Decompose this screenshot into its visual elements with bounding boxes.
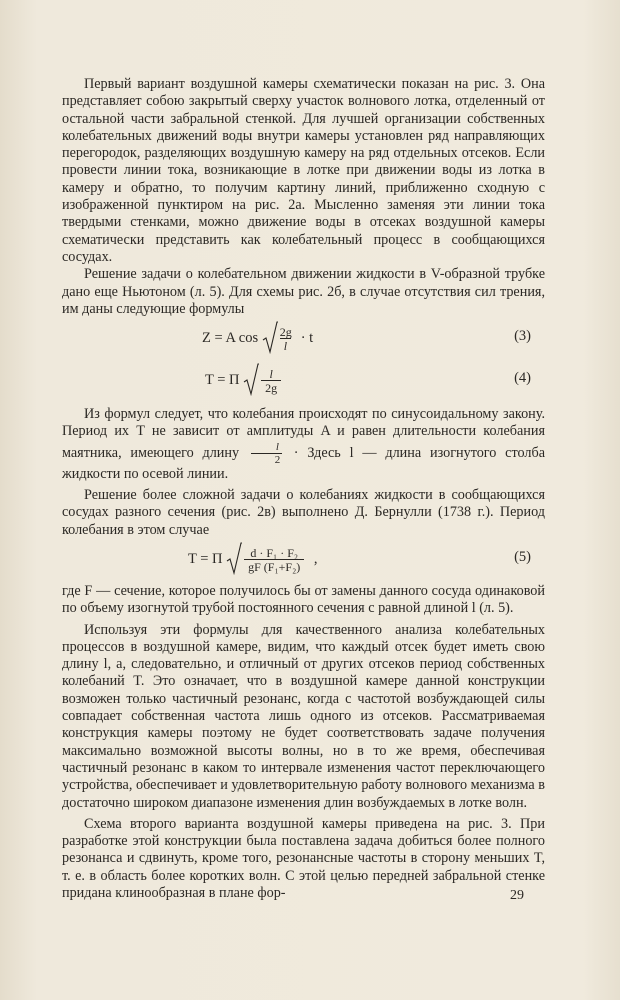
formula-4-num: l: [269, 367, 273, 382]
formula-5-number: (5): [514, 548, 531, 565]
formula-5: [62, 539, 545, 583]
formula-4: [62, 360, 545, 402]
formula-5-num: d · F₁ · F₂: [250, 545, 299, 560]
radical-sign-icon: [243, 362, 259, 396]
formula-4-den: 2g: [265, 381, 278, 396]
pendulum-length-fraction: [251, 441, 282, 466]
radical-sign-icon: [262, 320, 278, 354]
formula-5-den: gF (F₁+F₂): [248, 559, 301, 574]
pendulum-frac-den: 2: [274, 453, 281, 466]
formula-3-tail: · t: [300, 329, 314, 346]
radical-sign-icon: [226, 541, 242, 575]
formula-5-lhs: T = П: [188, 550, 223, 567]
formula-3-sqrt: [262, 324, 291, 353]
formula-5-sqrt: [226, 545, 304, 574]
pendulum-frac-num: l: [251, 441, 282, 454]
formula-3-num: 2g: [279, 325, 292, 340]
formula-3-number: (3): [514, 328, 531, 345]
paragraph-3-text: Из формул следует, что колебания происходят по синусоидальному закону. Период их T не зависит от амплитуды A и равен длительности колебания маятника, имеющего длину: [62, 406, 545, 461]
formula-4-sqrt: [243, 366, 281, 395]
formula-5-tail: ,: [313, 550, 318, 567]
formula-4-number: (4): [514, 370, 531, 387]
formula-3-den: l: [283, 339, 288, 354]
paragraph-3: Из формул следует, что колебания происходят по синусоидальному закону. Период их T не зависит от амплитуды A и равен длительности колебания маятника, имеющего длину $\frac{l}{2}$ · Здесь l — длина изогнутого столба жидкости по осевой линии.: [62, 406, 545, 482]
paragraph-3-tail: Здесь l — длина изогнутого столба жидкости по осевой линии.: [62, 444, 545, 482]
paragraph-2: Решение задачи о колебательном движении жидкости в V-образной трубке дано еще Ньютоном (л. 5). Для схемы рис. 2б, в случае отсутствия сил трения, им даны следующие формулы: [62, 266, 545, 317]
paragraph-5: где F — сечение, которое получилось бы от замены данного сосуда одинаковой по объему изогнутой трубой постоянного сечения с равной длиной l (л. 5).: [62, 582, 545, 617]
paragraph-4: Решение более сложной задачи о колебаниях жидкости в сообщающихся сосудах разного сечения (рис. 2в) выполнено Д. Бернулли (1738 г.). Период колебания в этом случае: [62, 487, 545, 538]
page-number: 29: [510, 888, 524, 903]
formula-4-lhs: T = П: [205, 371, 240, 388]
body-text: [62, 76, 545, 902]
paragraph-7: Схема второго варианта воздушной камеры приведена на рис. 3. При разработке этой конструкции была поставлена задача добиться более полного резонанса и сдвинуть, кроме того, резонансные частоты в сторону меньших T, т. е. в область более коротких волн. С этой целью передней забральной стенке придана клинообразная в плане фор-: [62, 815, 545, 901]
formula-3: [62, 318, 545, 360]
paragraph-1: Первый вариант воздушной камеры схематически показан на рис. 3. Она представляет собою закрытый сверху участок волнового лотка, отделенный от остальной части забральной стенкой. Для лучшей организации собственных колебательных движений воды внутри камеры установлен ряд направляющих перегородок, разделяющих воздушную камеру на ряд отдельных отсеков. Если провести линии тока, возникающие в лотке при движении воды из лотка в камеру и обратно, то получим картину линий, приближенно сходную с изображенной пунктиром на рис. 2а. Мысленно заменяя эти линии тока твердыми стенками, можно движение воды в отсеках воздушной камеры схематически представить как колебательный процесс в сообщающихся сосудах.: [62, 76, 545, 265]
paragraph-6: Используя эти формулы для качественного анализа колебательных процессов в воздушной камере, видим, что каждый отсек будет иметь свою длину l, а, следовательно, и отличный от других отсеков период собственных колебаний T. Это означает, что в воздушной камере данной конструкции возможен только частичный резонанс, когда с частотой возбуждающей силы совпадает собственная частота лишь одного из отсеков. Рассматриваемая конструкция камеры поэтому не будет соответствовать задаче получения максимально возможной высоты волны, но в то же время, обеспечивая частичный резонанс в каком то интервале изменения частот переключающего устройства, обеспечивает и удовлетворительную работу волнового механизма в достаточно широком диапазоне изменения длин возбуждаемых в лотке волн.: [62, 621, 545, 811]
formula-3-lhs: Z = A cos: [202, 329, 259, 346]
